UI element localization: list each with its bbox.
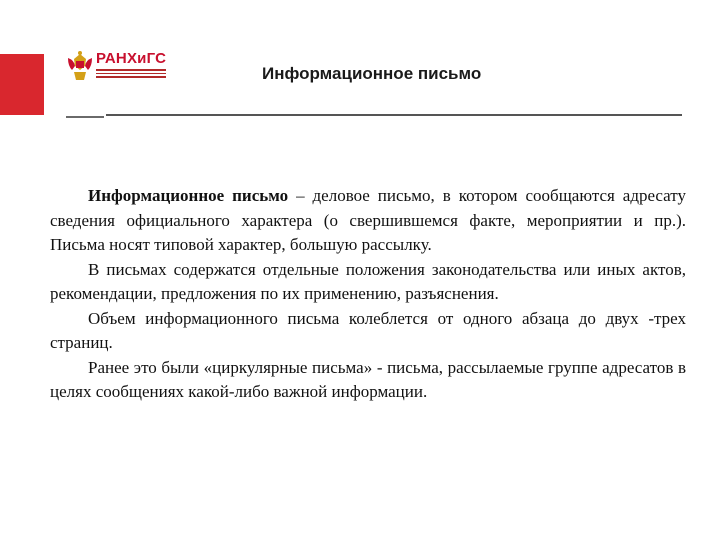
paragraph-definition (50, 184, 686, 258)
divider-long (106, 114, 682, 116)
page-title: Информационное письмо (262, 64, 482, 83)
body-text (50, 184, 686, 405)
paragraph-history: Ранее это были «циркулярные письма» - письма, рассылаемые группе адресатов в целях сообщениях какой-либо важной информации. (50, 357, 686, 401)
eagle-emblem-icon (66, 50, 94, 82)
ranepa-logo (66, 50, 168, 82)
paragraph-volume: Объем информационного письма колеблется от одного абзаца до двух -трех страниц. (50, 308, 686, 352)
logo-text: РАНХиГС (96, 50, 167, 67)
divider-short (66, 116, 104, 118)
term-bold: Информационное письмо (88, 186, 289, 205)
logo-subtitle-lines (96, 69, 166, 80)
red-accent-bar (0, 54, 44, 115)
definition-text: – деловое письмо, в котором сообщаются адресату сведения официального характера (о свершившемся факте, мероприятии и пр.). Письма носят типовой характер, большую рассылку. (50, 186, 686, 254)
paragraph-contents: В письмах содержатся отдельные положения законодательства или иных актов, рекомендации, предложения по их применению, разъяснения. (50, 259, 686, 303)
